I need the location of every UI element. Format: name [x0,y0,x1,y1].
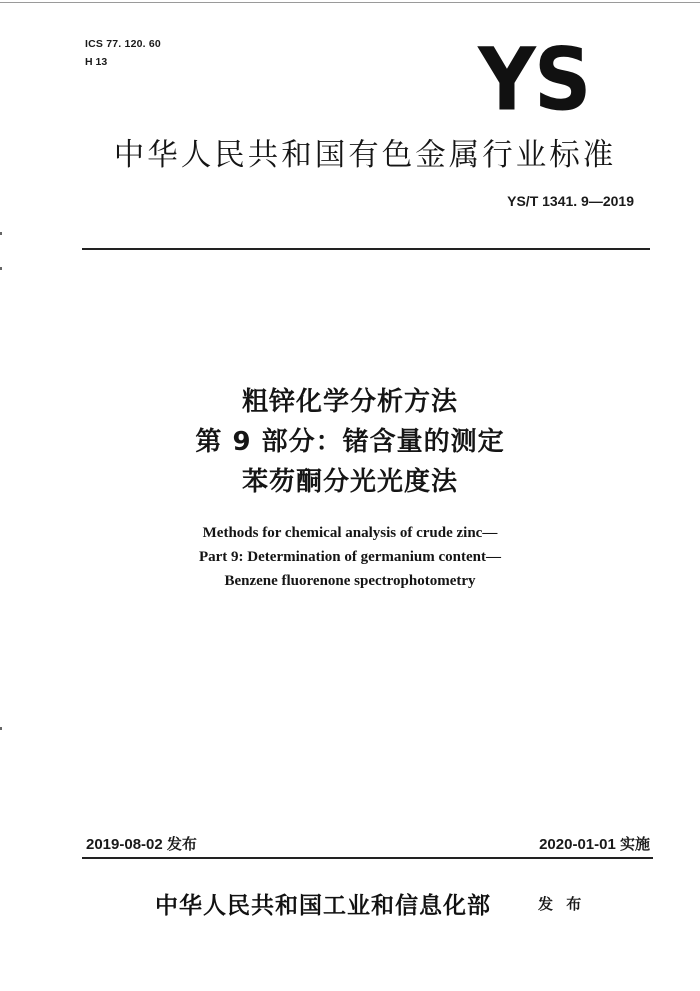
issue-label: 发 布 [538,895,586,913]
chinese-title-line-2: 第 9 部分：锗含量的测定 [195,427,505,457]
issuing-authority: 中华人民共和国工业和信息化部 [155,892,491,919]
organization-title: 中华人民共和国有色金属行业标准 [113,138,617,173]
english-title [0,521,700,593]
ics-code: ICS 77. 120. 60 [85,38,161,50]
classification-code: H 13 [85,56,108,68]
top-edge-line [0,2,700,3]
chinese-title [0,382,700,502]
english-title-line-1: Methods for chemical analysis of crude zinc— [202,525,498,541]
implementation-date: 2020-01-01 实施 [539,836,650,853]
english-title-line-2: Part 9: Determination of germanium content— [198,549,501,565]
header-divider [82,248,650,250]
english-title-line-3: Benzene fluorenone spectrophotometry [224,573,476,589]
scan-mark [0,232,2,235]
footer-divider [82,857,653,859]
standard-number: YS/T 1341. 9—2019 [507,193,634,209]
scan-mark [0,267,2,270]
ys-logo: YS [478,29,590,131]
chinese-title-line-1: 粗锌化学分析方法 [241,387,458,417]
scan-mark [0,727,2,730]
issue-date: 2019-08-02 发布 [86,836,197,853]
chinese-title-line-3: 苯芴酮分光光度法 [241,467,458,497]
